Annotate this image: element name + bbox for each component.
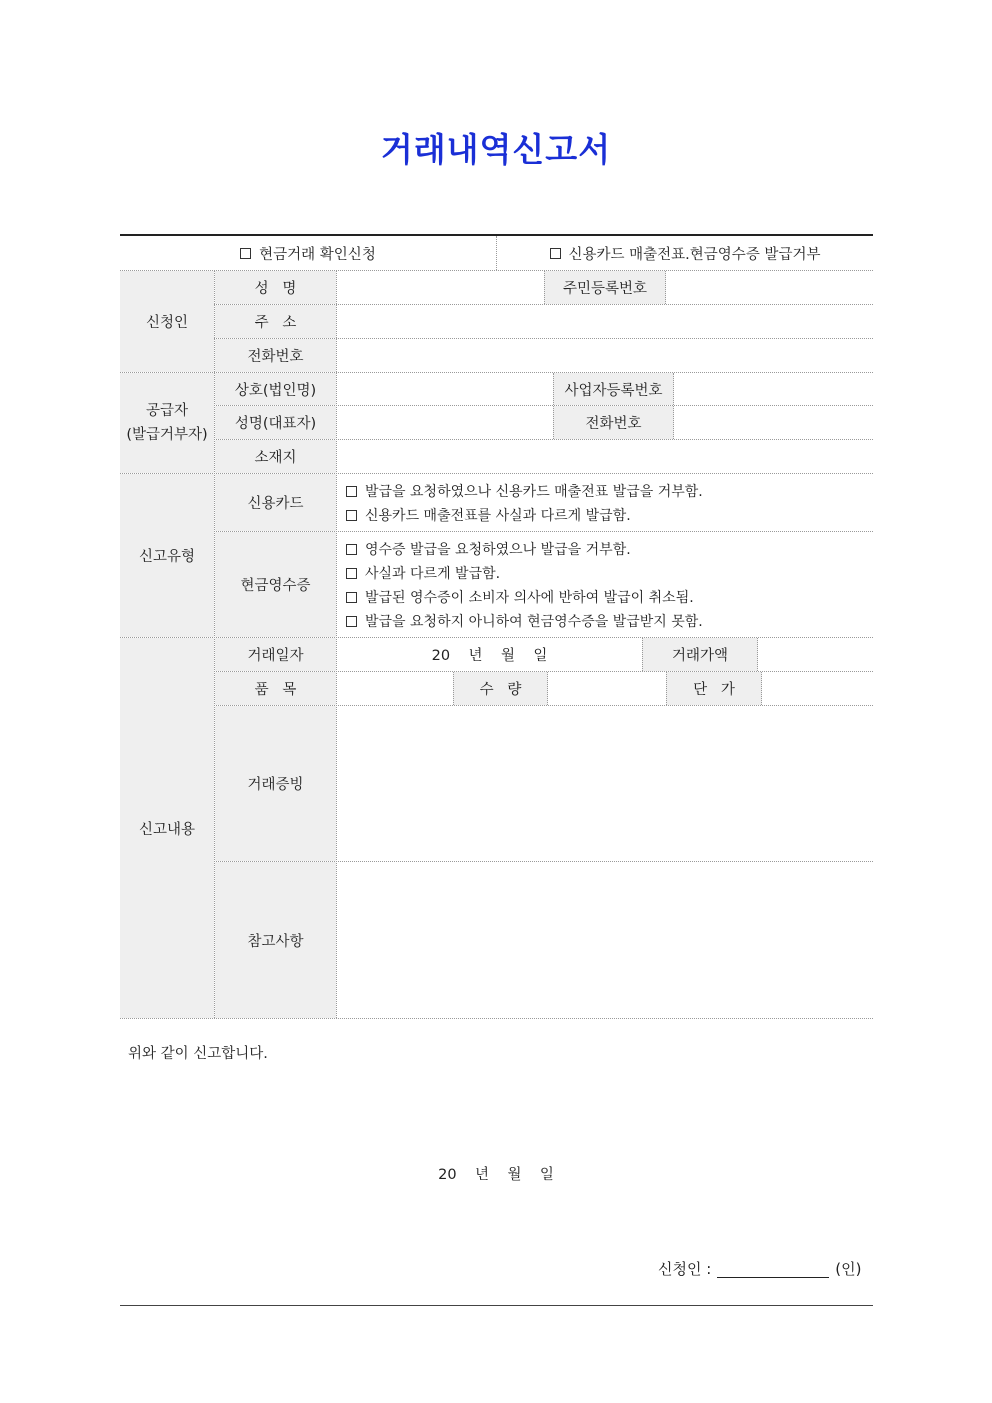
resident-number-label: 주민등록번호 bbox=[544, 271, 666, 304]
address-label: 주 소 bbox=[215, 305, 336, 338]
cash-receipt-options bbox=[346, 536, 866, 634]
unit-price-label: 단 가 bbox=[666, 672, 762, 705]
signature-line[interactable] bbox=[717, 1259, 829, 1278]
checkbox-icon[interactable] bbox=[346, 616, 357, 627]
company-name-label: 상호(법인명) bbox=[215, 373, 336, 405]
business-number-label: 사업자등록번호 bbox=[553, 373, 674, 405]
location-label: 소재지 bbox=[215, 440, 336, 473]
report-content-group-label: 신고내용 bbox=[120, 638, 214, 1018]
applicant-phone-field[interactable] bbox=[337, 339, 873, 372]
transaction-date-label: 거래일자 bbox=[215, 638, 336, 671]
credit-card-label: 신용카드 bbox=[215, 474, 336, 531]
supplier-phone-field[interactable] bbox=[674, 406, 873, 439]
representative-field[interactable] bbox=[337, 406, 553, 439]
transaction-amount-field[interactable] bbox=[758, 638, 873, 671]
cash-option-cancelled[interactable]: 발급된 영수증이 소비자 의사에 반하여 발급이 취소됨. bbox=[346, 588, 866, 607]
name-label: 성 명 bbox=[215, 271, 336, 304]
evidence-field[interactable] bbox=[337, 706, 873, 861]
cash-option-not-received[interactable]: 발급을 요청하지 아니하여 현금영수증을 발급받지 못함. bbox=[346, 612, 866, 631]
address-field[interactable] bbox=[337, 305, 873, 338]
applicant-phone-label: 전화번호 bbox=[215, 339, 336, 372]
signature-block bbox=[658, 1258, 862, 1279]
checkbox-icon[interactable] bbox=[550, 248, 561, 259]
checkbox-icon[interactable] bbox=[346, 592, 357, 603]
name-field[interactable] bbox=[337, 271, 544, 304]
unit-price-field[interactable] bbox=[762, 672, 873, 705]
notes-field[interactable] bbox=[337, 862, 873, 1018]
checkbox-icon[interactable] bbox=[346, 486, 357, 497]
quantity-label: 수 량 bbox=[453, 672, 548, 705]
cash-option-misissued[interactable]: 사실과 다르게 발급함. bbox=[346, 564, 866, 583]
report-form bbox=[120, 234, 873, 1020]
card-option-misissued[interactable]: 신용카드 매출전표를 사실과 다르게 발급함. bbox=[346, 506, 866, 525]
seal-label: (인) bbox=[835, 1260, 862, 1278]
evidence-label: 거래증빙 bbox=[215, 706, 336, 861]
supplier-group-label: 공급자 (발급거부자) bbox=[120, 373, 214, 473]
applicant-group-label: 신청인 bbox=[120, 271, 214, 372]
declaration-text: 위와 같이 신고합니다. bbox=[128, 1046, 268, 1062]
transaction-amount-label: 거래가액 bbox=[642, 638, 758, 671]
transaction-date-field[interactable]: 20 년 월 일 bbox=[431, 648, 548, 664]
checkbox-icon[interactable] bbox=[346, 568, 357, 579]
report-type-group-label: 신고유형 bbox=[120, 474, 214, 637]
notes-label: 참고사항 bbox=[215, 862, 336, 1018]
document-title: 거래내역신고서 bbox=[380, 130, 612, 169]
item-field[interactable] bbox=[337, 672, 453, 705]
cash-receipt-label: 현금영수증 bbox=[215, 532, 336, 637]
company-name-field[interactable] bbox=[337, 373, 553, 405]
representative-label: 성명(대표자) bbox=[215, 406, 336, 439]
card-option-refused[interactable]: 발급을 요청하였으나 신용카드 매출전표 발급을 거부함. bbox=[346, 482, 866, 501]
checkbox-icon[interactable] bbox=[346, 510, 357, 521]
cash-option-refused[interactable]: 영수증 발급을 요청하였으나 발급을 거부함. bbox=[346, 540, 866, 559]
location-field[interactable] bbox=[337, 440, 873, 473]
business-number-field[interactable] bbox=[674, 373, 873, 405]
resident-number-field[interactable] bbox=[666, 271, 873, 304]
option-issue-refusal[interactable]: 신용카드 매출전표.현금영수증 발급거부 bbox=[497, 236, 873, 270]
bottom-rule bbox=[120, 1305, 873, 1306]
supplier-phone-label: 전화번호 bbox=[553, 406, 674, 439]
option-cash-confirm[interactable]: 현금거래 확인신청 bbox=[120, 236, 496, 270]
credit-card-options bbox=[346, 476, 866, 530]
quantity-field[interactable] bbox=[548, 672, 666, 705]
signature-date: 20 년 월 일 bbox=[438, 1167, 554, 1183]
checkbox-icon[interactable] bbox=[346, 544, 357, 555]
signature-label: 신청인 : bbox=[658, 1260, 712, 1278]
checkbox-icon[interactable] bbox=[240, 248, 251, 259]
item-label: 품 목 bbox=[215, 672, 336, 705]
